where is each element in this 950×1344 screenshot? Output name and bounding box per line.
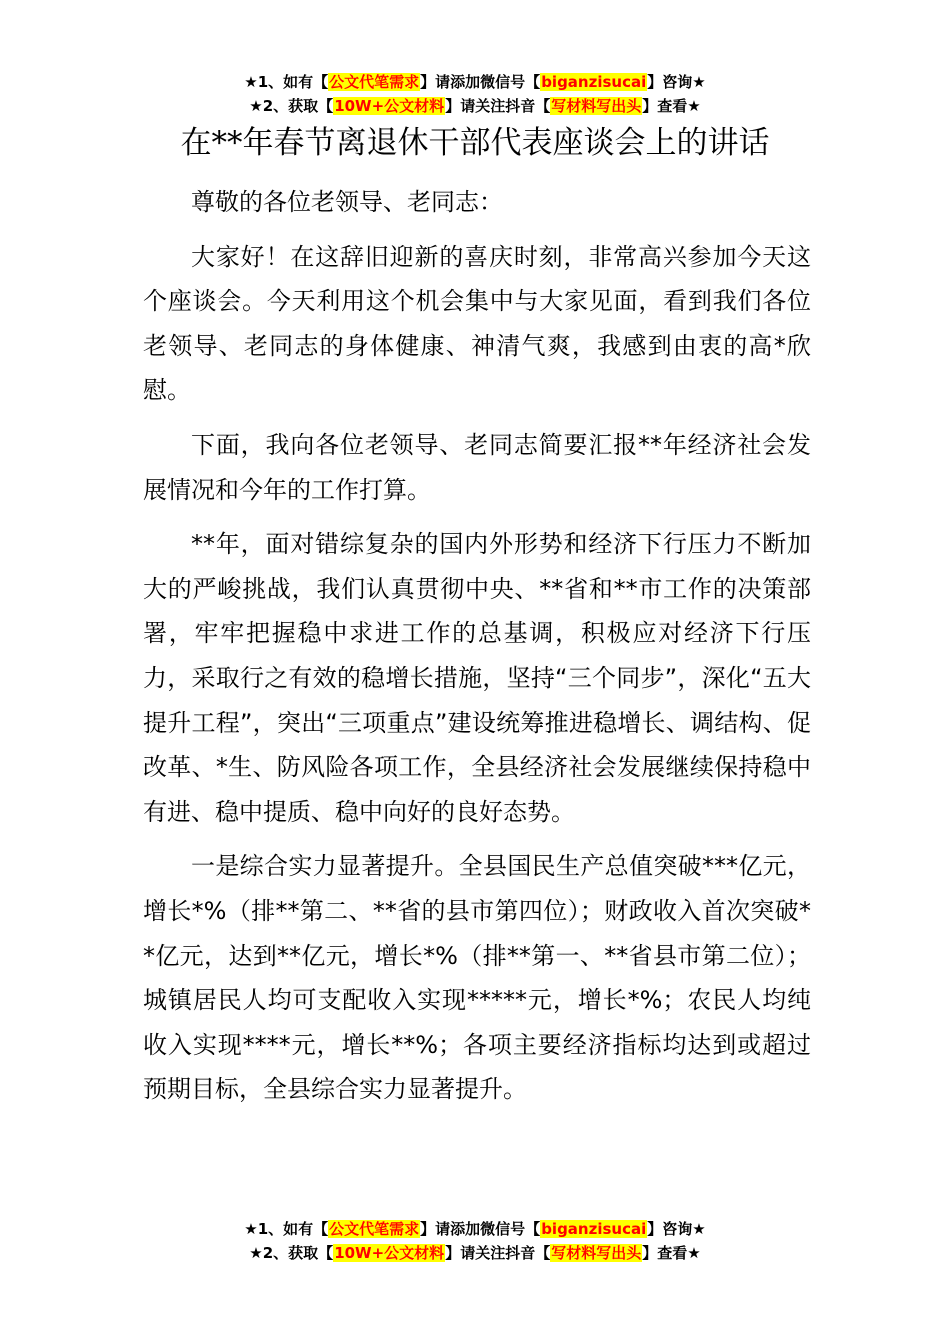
banner-text: 1、如有【	[257, 1220, 329, 1238]
highlight-douyin-account: 写材料写出头	[551, 1244, 642, 1262]
banner-line-1	[0, 70, 950, 94]
star-icon: ★	[687, 1244, 701, 1262]
banner-text: 2、获取【	[262, 97, 334, 115]
salutation-paragraph: 尊敬的各位老领导、老同志：	[191, 188, 503, 216]
banner-text: 】查看	[642, 1244, 688, 1262]
banner-text: 1、如有【	[257, 73, 329, 91]
banner-text: 】请添加微信号【	[420, 73, 541, 91]
star-icon: ★	[244, 73, 258, 91]
star-icon: ★	[692, 1220, 706, 1238]
highlight-douyin-account: 写材料写出头	[551, 97, 642, 115]
highlight-service: 公文代笔需求	[329, 73, 420, 91]
review-paragraph: **年，面对错综复杂的国内外形势和经济下行压力不断加大的严峻挑战，我们认真贯彻中央、**省和**市工作的决策部署，牢牢把握稳中求进工作的总基调，积极应对经济下行压力，采取行之有效的稳增长措施，坚持“三个同步”，深化“五大提升工程”，突出“三项重点”建设统筹推进稳增长、调结构、促改革、*生、防风险各项工作，全县经济社会发展继续保持稳中有进、稳中提质、稳中向好的良好态势。	[143, 530, 811, 826]
highlight-materials: 10W+公文材料	[334, 97, 445, 115]
star-icon: ★	[249, 97, 263, 115]
footer-banner	[0, 1217, 950, 1265]
banner-text: 2、获取【	[262, 1244, 334, 1262]
banner-line-2	[0, 94, 950, 118]
highlight-wechat-id: biganzisucai	[541, 73, 647, 91]
document-title: 在**年春节离退休干部代表座谈会上的讲话	[180, 125, 770, 161]
star-icon: ★	[687, 97, 701, 115]
star-icon: ★	[692, 73, 706, 91]
greeting-paragraph: 大家好！在这辞旧迎新的喜庆时刻，非常高兴参加今天这个座谈会。今天利用这个机会集中与大家见面，看到我们各位老领导、老同志的身体健康、神清气爽，我感到由衷的高*欣慰。	[143, 242, 811, 405]
banner-text: 】咨询	[647, 73, 693, 91]
star-icon: ★	[244, 1220, 258, 1238]
intro-paragraph: 下面，我向各位老领导、老同志简要汇报**年经济社会发展情况和今年的工作打算。	[143, 430, 811, 504]
highlight-service: 公文代笔需求	[329, 1220, 420, 1238]
highlight-wechat-id: biganzisucai	[541, 1220, 647, 1238]
banner-text: 】请关注抖音【	[445, 97, 551, 115]
banner-text: 】咨询	[647, 1220, 693, 1238]
banner-line-2	[0, 1241, 950, 1265]
banner-text: 】请关注抖音【	[445, 1244, 551, 1262]
header-banner	[0, 70, 950, 118]
star-icon: ★	[249, 1244, 263, 1262]
banner-text: 】查看	[642, 97, 688, 115]
document-body	[143, 180, 811, 1122]
banner-text: 】请添加微信号【	[420, 1220, 541, 1238]
highlight-materials: 10W+公文材料	[334, 1244, 445, 1262]
banner-line-1	[0, 1217, 950, 1241]
strength-paragraph: 一是综合实力显著提升。全县国民生产总值突破***亿元，增长*%（排**第二、**省的县市第四位）；财政收入首次突破**亿元，达到**亿元，增长*%（排**第一、**省县市第二位）；城镇居民人均可支配收入实现*****元，增长*%；农民人均纯收入实现****元，增长**%；各项主要经济指标均达到或超过预期目标，全县综合实力显著提升。	[143, 852, 811, 1104]
